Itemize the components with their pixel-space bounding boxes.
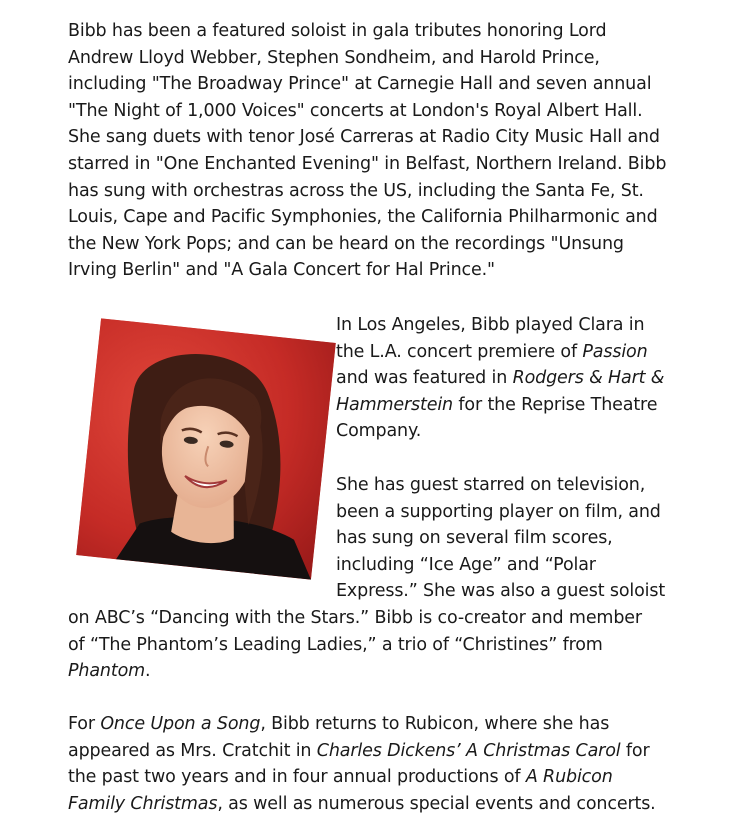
- title-italic: Charles Dickens’ A Christmas Carol: [316, 740, 621, 761]
- text-line: [68, 658, 673, 685]
- text-line: [68, 339, 673, 366]
- text-line: Louis, Cape and Pacific Symphonies, the California Philharmonic and: [68, 207, 658, 228]
- text-line: been a supporting player on film, and: [336, 501, 661, 522]
- text-line: Express.” She was also a guest soloist: [336, 581, 666, 602]
- text-line: [68, 791, 673, 818]
- text-line: starred in "One Enchanted Evening" in Belfast, Northern Ireland. Bibb: [68, 153, 667, 174]
- text-run: for: [620, 740, 650, 761]
- title-italic: Once Upon a Song: [100, 714, 261, 734]
- text-line: [68, 418, 673, 445]
- text-line: [68, 738, 673, 765]
- text-run: appeared as Mrs. Cratchit in: [68, 740, 317, 761]
- text-line: of “The Phantom’s Leading Ladies,” a trio of “Christines” from: [68, 634, 603, 655]
- bio-paragraph-4: [68, 711, 673, 817]
- text-line: has sung on several film scores,: [336, 528, 613, 549]
- text-line: including “Ice Age” and “Polar: [336, 554, 596, 575]
- bio-paragraph-3: [68, 472, 673, 685]
- text-line: [68, 312, 673, 339]
- text-line: [68, 392, 673, 419]
- title-italic: Hammerstein: [336, 394, 453, 415]
- text-run: , Bibb returns to Rubicon, where she has: [260, 714, 610, 734]
- text-line: [68, 764, 673, 791]
- text-line: "The Night of 1,000 Voices" concerts at London's Royal Albert Hall.: [68, 100, 643, 121]
- text-line: the New York Pops; and can be heard on the recordings "Unsung: [68, 233, 624, 254]
- text-run: For: [68, 714, 101, 734]
- text-line: She has guest starred on television,: [336, 475, 646, 495]
- title-italic: Passion: [582, 341, 648, 362]
- text-line: Bibb has been a featured soloist in gala tributes honoring Lord: [68, 21, 607, 41]
- text-run: Company.: [336, 421, 422, 442]
- bio-paragraph-1: [68, 18, 673, 284]
- text-line: She sang duets with tenor José Carreras at Radio City Music Hall and: [68, 127, 660, 148]
- text-run: In Los Angeles, Bibb played Clara in: [336, 315, 645, 335]
- text-line: [68, 365, 673, 392]
- text-run: and was featured in: [336, 368, 513, 389]
- text-run: the L.A. concert premiere of: [336, 341, 583, 362]
- text-line: [68, 711, 673, 738]
- title-italic: Phantom: [68, 661, 146, 682]
- text-line: on ABC’s “Dancing with the Stars.” Bibb is co-creator and member: [68, 607, 642, 628]
- text-line: has sung with orchestras across the US, including the Santa Fe, St.: [68, 180, 644, 201]
- text-run: the past two years and in four annual productions of: [68, 767, 526, 788]
- text-run: .: [145, 661, 151, 682]
- text-line: including "The Broadway Prince" at Carnegie Hall and seven annual: [68, 74, 652, 95]
- title-italic: Rodgers & Hart &: [512, 368, 665, 389]
- text-run: for the Reprise Theatre: [453, 394, 658, 415]
- text-line: Irving Berlin" and "A Gala Concert for Hal Prince.": [68, 260, 495, 281]
- title-italic: Family Christmas: [68, 793, 218, 814]
- title-italic: A Rubicon: [525, 767, 613, 788]
- text-line: Andrew Lloyd Webber, Stephen Sondheim, and Harold Prince,: [68, 47, 600, 68]
- bio-paragraph-2: [68, 312, 673, 445]
- text-run: , as well as numerous special events and concerts.: [217, 793, 656, 814]
